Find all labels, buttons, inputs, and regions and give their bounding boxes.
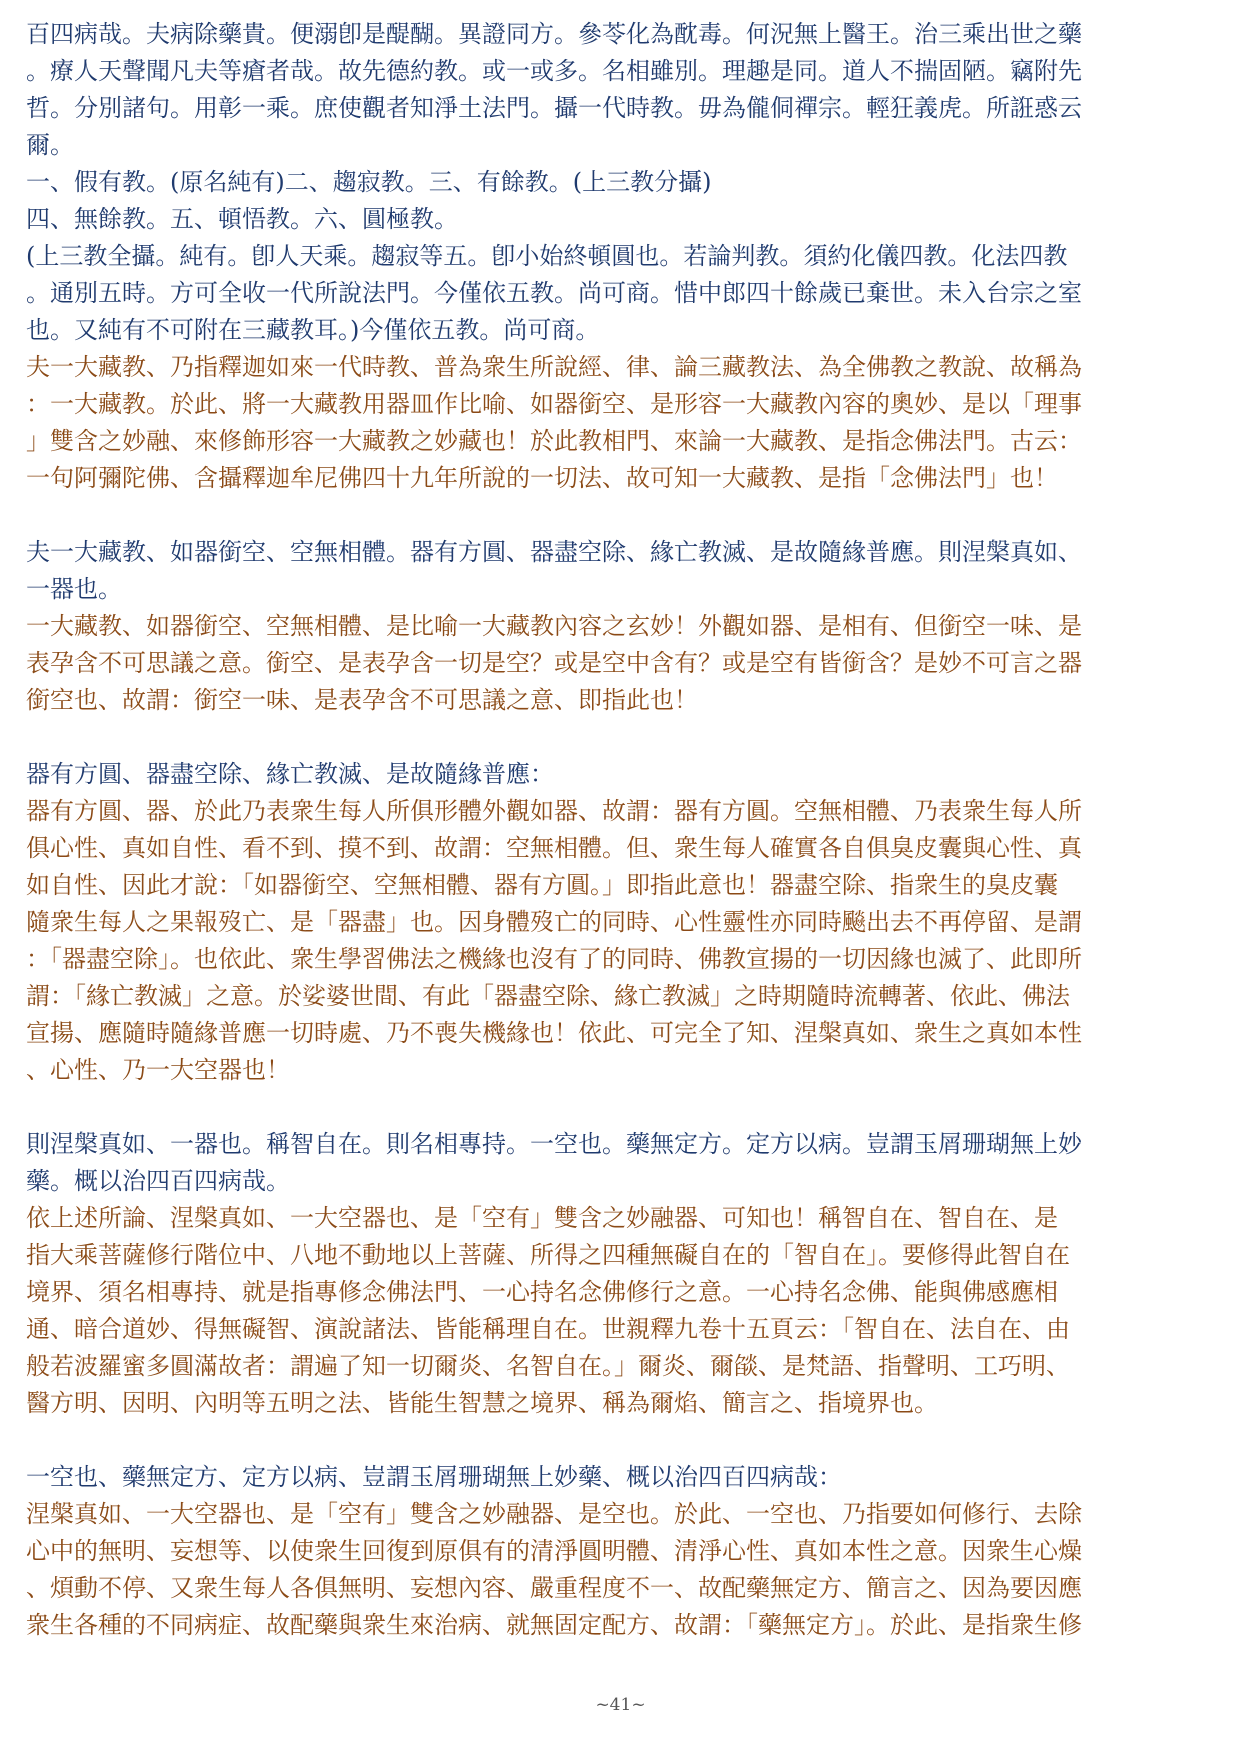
commentary-line: 境界、須名相專持、就是指專修念佛法門、一心持名念佛修行之意。一心持名念佛、能與佛感應相 bbox=[26, 1278, 1058, 1306]
commentary-line: 、煩動不停、又衆生每人各俱無明、妄想內容、嚴重程度不一、故配藥無定方、簡言之、因為要因應 bbox=[26, 1574, 1082, 1602]
commentary-line: 俱心性、真如自性、看不到、摸不到、故謂：空無相體。但、衆生每人確實各自俱臭皮囊與心性、真 bbox=[26, 834, 1082, 862]
commentary-line: 通、暗合道妙、得無礙智、演說諸法、皆能稱理自在。世親釋九卷十五頁云：「智自在、法自在、由 bbox=[26, 1315, 1070, 1343]
root-text-line: 也。又純有不可附在三藏教耳。)今僅依五教。尚可商。 bbox=[26, 316, 600, 344]
root-text-line: 爾。 bbox=[26, 131, 74, 159]
root-text-line: 器有方圓、器盡空除、緣亡教滅、是故隨緣普應： bbox=[26, 760, 554, 788]
commentary-line: 心中的無明、妄想等、以使衆生回復到原俱有的清淨圓明體、清淨心性、真如本性之意。因衆生心燥 bbox=[26, 1537, 1082, 1565]
root-text-line: 則涅槃真如、一器也。稱智自在。則名相專持。一空也。藥無定方。定方以病。豈謂玉屑珊瑚無上妙 bbox=[26, 1130, 1082, 1158]
root-text-line: 。通別五時。方可全收一代所說法門。今僅依五教。尚可商。惜中郎四十餘歲已棄世。未入台宗之室 bbox=[26, 279, 1082, 307]
commentary-line: ：「器盡空除」。也依此、衆生學習佛法之機緣也沒有了的同時、佛教宣揚的一切因緣也滅了、此即所 bbox=[26, 945, 1082, 973]
root-text-line: 一空也、藥無定方、定方以病、豈謂玉屑珊瑚無上妙藥、概以治四百四病哉： bbox=[26, 1463, 842, 1491]
commentary-line: 謂：「緣亡教滅」之意。於娑婆世間、有此「器盡空除、緣亡教滅」之時期隨時流轉著、依此、佛法 bbox=[26, 982, 1070, 1010]
commentary-line: ：一大藏教。於此、將一大藏教用器皿作比喻、如器銜空、是形容一大藏教內容的奧妙、是以「理事 bbox=[26, 390, 1082, 418]
root-text-line: 四、無餘教。五、頓悟教。六、圓極教。 bbox=[26, 205, 458, 233]
commentary-line: 表孕含不可思議之意。銜空、是表孕含一切是空？或是空中含有？或是空有皆銜含？是妙不可言之器 bbox=[26, 649, 1082, 677]
paragraph-gap bbox=[26, 497, 1218, 534]
commentary-line: 夫一大藏教、乃指釋迦如來一代時教、普為衆生所說經、律、論三藏教法、為全佛教之教說、故稱為 bbox=[26, 353, 1082, 381]
commentary-line: 一句阿彌陀佛、含攝釋迦牟尼佛四十九年所說的一切法、故可知一大藏教、是指「念佛法門」也！ bbox=[26, 464, 1058, 492]
root-text-line: 哲。分別諸句。用彰一乘。庶使觀者知淨土法門。攝一代時教。毋為儱侗禪宗。輕狂義虎。所誑惑云 bbox=[26, 94, 1082, 122]
commentary-line: 銜空也、故謂：銜空一味、是表孕含不可思議之意、即指此也！ bbox=[26, 686, 698, 714]
commentary-line: 涅槃真如、一大空器也、是「空有」雙含之妙融器、是空也。於此、一空也、乃指要如何修行、去除 bbox=[26, 1500, 1082, 1528]
root-text-line: 一、假有教。(原名純有)二、趨寂教。三、有餘教。(上三教分攝) bbox=[26, 168, 712, 196]
root-text-line: 夫一大藏教、如器銜空、空無相體。器有方圓、器盡空除、緣亡教滅、是故隨緣普應。則涅槃真如、 bbox=[26, 538, 1082, 566]
paragraph-gap bbox=[26, 1422, 1218, 1459]
commentary-line: 」雙含之妙融、來修飾形容一大藏教之妙藏也！於此教相門、來論一大藏教、是指念佛法門。古云： bbox=[26, 427, 1082, 455]
commentary-line: 一大藏教、如器銜空、空無相體、是比喻一大藏教內容之玄妙！外觀如器、是相有、但銜空一味、是 bbox=[26, 612, 1082, 640]
root-text-line: 一器也。 bbox=[26, 575, 122, 603]
paragraph-gap bbox=[26, 1089, 1218, 1126]
commentary-line: 醫方明、因明、內明等五明之法、皆能生智慧之境界、稱為爾焰、簡言之、指境界也。 bbox=[26, 1389, 938, 1417]
commentary-line: 、心性、乃一大空器也！ bbox=[26, 1056, 290, 1084]
root-text-line: 藥。概以治四百四病哉。 bbox=[26, 1167, 290, 1195]
commentary-line: 般若波羅蜜多圓滿故者：謂遍了知一切爾炎、名智自在。」爾炎、爾燄、是梵語、指聲明、工巧明、 bbox=[26, 1352, 1070, 1380]
document-body bbox=[26, 16, 1218, 1644]
root-text-line: 。療人天聲聞凡夫等瘡者哉。故先德約教。或一或多。名相雖別。理趣是同。道人不揣固陋。竊附先 bbox=[26, 57, 1082, 85]
page-number: ~41~ bbox=[595, 1695, 646, 1715]
commentary-line: 宣揚、應隨時隨緣普應一切時處、乃不喪失機緣也！依此、可完全了知、涅槃真如、衆生之真如本性 bbox=[26, 1019, 1082, 1047]
paragraph-gap bbox=[26, 719, 1218, 756]
root-text-line: (上三教全攝。純有。卽人天乘。趨寂等五。卽小始終頓圓也。若論判教。須約化儀四教。化法四教 bbox=[26, 242, 1068, 270]
commentary-line: 依上述所論、涅槃真如、一大空器也、是「空有」雙含之妙融器、可知也！稱智自在、智自在、是 bbox=[26, 1204, 1058, 1232]
root-text-line: 百四病哉。夫病除藥貴。便溺卽是醍醐。異證同方。參苓化為酖毒。何況無上醫王。治三乘出世之藥 bbox=[26, 20, 1082, 48]
commentary-line: 隨衆生每人之果報歿亡、是「器盡」也。因身體歿亡的同時、心性靈性亦同時飈出去不再停留、是謂 bbox=[26, 908, 1082, 936]
commentary-line: 衆生各種的不同病症、故配藥與衆生來治病、就無固定配方、故謂：「藥無定方」。於此、是指衆生修 bbox=[26, 1611, 1082, 1639]
commentary-line: 器有方圓、器、於此乃表衆生每人所俱形體外觀如器、故謂：器有方圓。空無相體、乃表衆生每人所 bbox=[26, 797, 1082, 825]
commentary-line: 如自性、因此才說：「如器銜空、空無相體、器有方圓。」即指此意也！器盡空除、指衆生的臭皮囊 bbox=[26, 871, 1058, 899]
commentary-line: 指大乘菩薩修行階位中、八地不動地以上菩薩、所得之四種無礙自在的「智自在」。要修得此智自在 bbox=[26, 1241, 1070, 1269]
